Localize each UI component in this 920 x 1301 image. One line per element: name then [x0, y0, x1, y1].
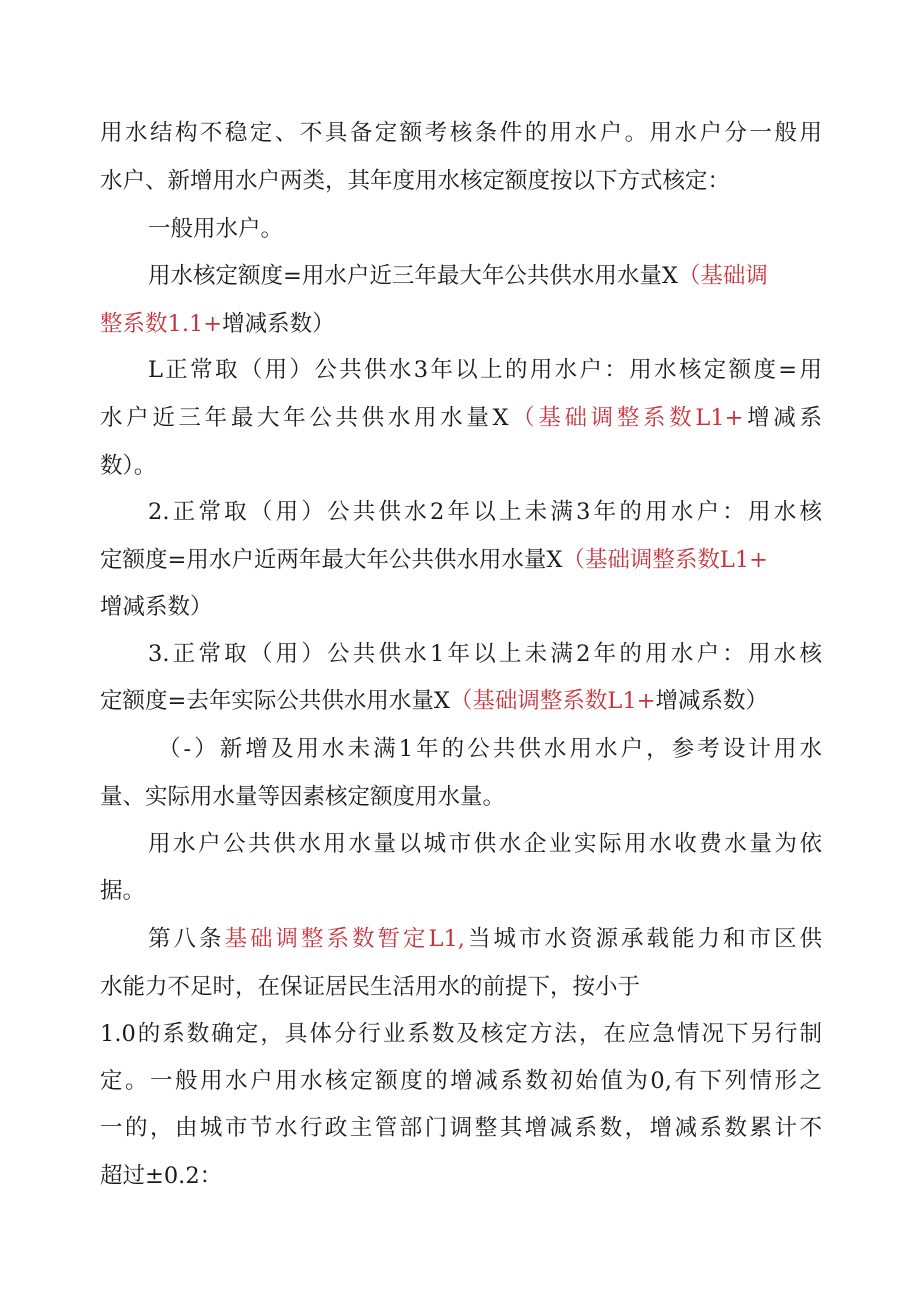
text-run: 一的，由城市节水行政主管部门调整其增减系数，增减系数累计不: [100, 1115, 822, 1141]
paragraph-line: [100, 545, 768, 575]
highlight-text: （基础调整系数L1+: [562, 547, 768, 573]
paragraph-line: [148, 497, 822, 527]
highlight-text: 基础调整系数暂定L1,: [224, 926, 465, 952]
paragraph-line: [100, 1019, 822, 1049]
paragraph-line: [100, 309, 335, 339]
text-run: 一般用水户。: [148, 216, 284, 242]
highlight-text: （基础调: [677, 263, 768, 289]
text-run: 数）。: [100, 453, 157, 479]
paragraph-line: [100, 166, 730, 196]
text-run: 超过±0.2：: [100, 1163, 223, 1189]
paragraph-line: [100, 1066, 822, 1096]
text-run: （-）新增及用水未满1年的公共供水用水户，参考设计用水: [158, 736, 822, 762]
text-run: 水能力不足时，在保证居民生活用水的前提下，按小于: [100, 974, 641, 1000]
text-run: 当城市水资源承载能力和市区供: [464, 926, 822, 952]
paragraph-line: [100, 686, 768, 716]
highlight-text: （基础调整系数L1+: [449, 688, 656, 714]
paragraph-line: [148, 355, 822, 385]
text-run: 增减系数）: [100, 594, 213, 620]
paragraph-line: [100, 782, 505, 812]
text-run: 1.0的系数确定，具体分行业系数及核定方法，在应急情况下另行制: [100, 1021, 822, 1047]
paragraph-line: [100, 1161, 222, 1191]
text-run: 据。: [100, 878, 146, 904]
paragraph-line: [100, 876, 145, 906]
text-run: 第八条: [148, 926, 225, 952]
text-run: 增减系数）: [222, 311, 335, 337]
text-run: 增减系: [743, 405, 822, 431]
text-run: 用水户公共供水用水量以城市供水企业实际用水收费水量为依: [148, 831, 822, 857]
text-run: 用水结构不稳定、不具备定额考核条件的用水户。用水户分一般用: [100, 120, 822, 146]
highlight-text: （基础调整系数L1+: [508, 405, 744, 431]
paragraph-line: [148, 829, 822, 859]
text-run: 增减系数）: [655, 688, 769, 714]
text-run: 用水核定额度=用水户近三年最大年公共供水用水量X: [148, 263, 678, 289]
paragraph-line: [148, 261, 768, 291]
paragraph-line: [148, 924, 822, 954]
paragraph-line: [100, 972, 640, 1002]
paragraph-line: [158, 734, 822, 764]
paragraph-line: [100, 592, 213, 622]
paragraph-line: [148, 214, 283, 244]
paragraph-line: [100, 118, 822, 148]
text-run: 水户、新增用水户两类，其年度用水核定额度按以下方式核定：: [100, 168, 731, 194]
text-run: 量、实际用水量等因素核定额度用水量。: [100, 784, 506, 810]
paragraph-line: [100, 403, 822, 433]
text-run: 3.正常取（用）公共供水1年以上未满2年的用水户：用水核: [148, 641, 822, 667]
text-run: 定额度=用水户近两年最大年公共供水用水量X: [100, 547, 563, 573]
highlight-text: 整系数1.1+: [100, 311, 223, 337]
text-run: L正常取（用）公共供水3年以上的用水户：用水核定额度=用: [148, 357, 822, 383]
text-run: 2.正常取（用）公共供水2年以上未满3年的用水户：用水核: [148, 499, 822, 525]
text-run: 水户近三年最大年公共供水用水量X: [100, 405, 509, 431]
text-run: 定额度=去年实际公共供水用水量X: [100, 688, 450, 714]
text-run: 定。一般用水户用水核定额度的增减系数初始值为0,有下列情形之: [100, 1068, 822, 1094]
paragraph-line: [100, 451, 156, 481]
paragraph-line: [100, 1113, 822, 1143]
paragraph-line: [148, 639, 822, 669]
